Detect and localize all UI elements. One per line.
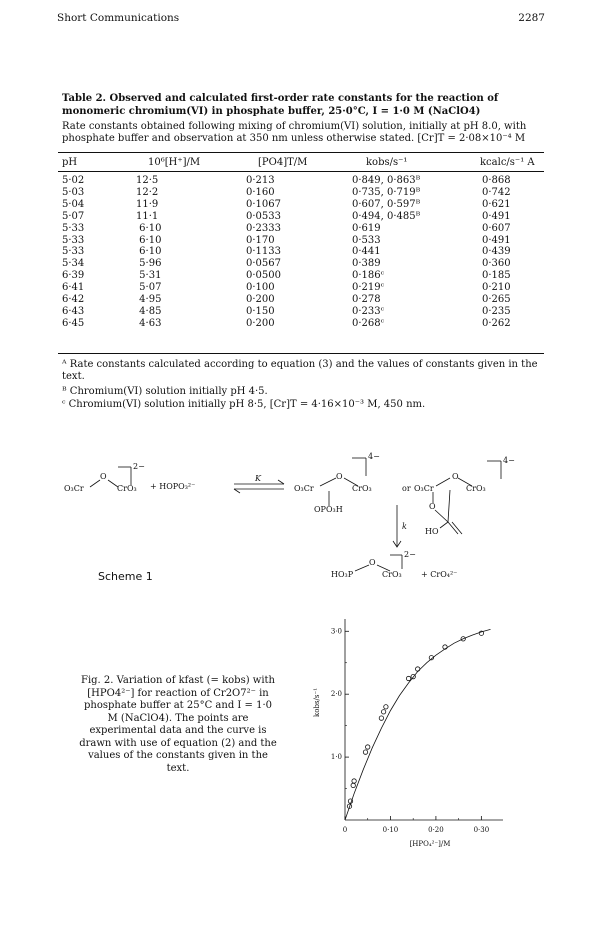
column-header-po4: [PO4]T/M — [258, 157, 308, 168]
bridge-o-product-label: O — [369, 558, 376, 567]
cro3-product-label: CrO₃ — [382, 570, 402, 579]
data-point — [381, 710, 385, 714]
x-tick-label: 0·30 — [473, 826, 490, 834]
opo3h-label: OPO₃H — [314, 505, 343, 514]
figure-2-chart — [300, 612, 520, 872]
footnote-c: ᶜ Chromium(VI) solution initially pH 8·5, [Cr]T = 4·16×10⁻³ M, 450 nm. — [62, 399, 426, 410]
charge-4-right-label: 4− — [503, 456, 515, 465]
or-label: or — [402, 484, 411, 493]
charge-2-product-label: 2− — [404, 550, 416, 559]
fit-curve — [345, 629, 491, 820]
data-point — [384, 705, 388, 709]
chart-ticks — [313, 627, 489, 848]
plus-hopo3-label: + HOPO₃²⁻ — [150, 482, 196, 491]
column-header-ph: pH — [62, 157, 78, 168]
bridge-o-right-label: O — [452, 472, 459, 481]
footnote-b: ᴮ Chromium(VI) solution initially pH 4·5. — [62, 386, 268, 397]
y-axis-label: kobs/s⁻¹ — [313, 688, 321, 717]
charge-4-middle-label: 4− — [368, 452, 380, 461]
x-axis-label: [HPO₄²⁻]/M — [409, 840, 451, 848]
o3cr-right-label: O₃Cr — [414, 484, 434, 493]
page-number: 2287 — [518, 12, 545, 24]
data-point — [363, 750, 367, 754]
y-tick-label: 2·0 — [330, 690, 342, 699]
figure-caption: Fig. 2. Variation of kfast (= kobs) with [HPO4²⁻] for reaction of Cr2O7²⁻ in phosphate buffer at 25°C and I = 1·0 M (NaClO4). The points are experimental data and the curve is drawn with use of equation (2) and the values of the constants given in the text. — [79, 675, 277, 774]
column-header-kcalc: kcalc/s⁻¹ A — [480, 157, 535, 168]
ho3p-label: HO₃P — [331, 570, 354, 579]
data-point — [351, 783, 355, 787]
scheme-label: Scheme 1 — [98, 570, 153, 583]
column-h-values: 12·5 12·2 11·9 11·1 6·10 6·10 6·10 5·96 5·31 5·07 4·95 4·85 4·63 — [136, 175, 162, 329]
bridge-o-middle-label: O — [336, 472, 343, 481]
cro3-right-label: CrO₃ — [466, 484, 486, 493]
footnote-a: ᴬ Rate constants calculated according to equation (3) and the values of constants given in the text. — [62, 359, 538, 382]
x-tick-label: 0 — [342, 826, 348, 834]
y-tick-label: 1·0 — [330, 753, 342, 762]
o3cr-left-label: O₃Cr — [64, 484, 84, 493]
k-rate-label: k — [402, 522, 407, 531]
column-header-kobs: kobs/s⁻¹ — [366, 157, 408, 168]
data-points — [347, 631, 483, 808]
y-tick-label: 3·0 — [330, 627, 342, 636]
charge-2-left-label: 2− — [133, 462, 145, 471]
data-point — [379, 716, 383, 720]
column-header-h: 10⁶[H⁺]/M — [148, 157, 201, 168]
x-tick-label: 0·10 — [382, 826, 399, 834]
ho-label: HO — [425, 527, 439, 536]
data-point — [406, 676, 410, 680]
column-kobs-values: 0·849, 0·863ᴮ 0·735, 0·719ᴮ 0·607, 0·597ᴮ 0·494, 0·485ᴮ 0·619 0·533 0·441 0·389 0·186ᶜ 0·219ᶜ 0·278 0·233ᶜ 0·268ᶜ — [352, 175, 421, 329]
column-po4-values: 0·213 0·160 0·1067 0·0533 0·2333 0·170 0·1133 0·0567 0·0500 0·100 0·200 0·150 0·200 — [246, 175, 281, 329]
data-point — [352, 779, 356, 783]
data-point — [348, 799, 352, 803]
running-header-title: Short Communications — [57, 12, 180, 24]
o3cr-middle-label: O₃Cr — [294, 484, 314, 493]
cro3-left-label: CrO₃ — [117, 484, 137, 493]
chart-axes — [345, 619, 503, 820]
ring-o-label: O — [429, 502, 436, 511]
data-point — [416, 667, 420, 671]
data-point — [366, 745, 370, 749]
cro3-middle-label: CrO₃ — [352, 484, 372, 493]
column-ph-values: 5·02 5·03 5·04 5·07 5·33 5·33 5·33 5·34 6·39 6·41 6·42 6·43 6·45 — [62, 175, 85, 329]
column-kcalc-values: 0·868 0·742 0·621 0·491 0·607 0·491 0·439 0·360 0·185 0·210 0·265 0·235 0·262 — [482, 175, 511, 329]
table-caption: Table 2. Observed and calculated first-order rate constants for the reaction of monomeric chromium(VI) in phosphate buffer, 25·0°C, I = 1·0 M (NaClO4) — [62, 93, 499, 117]
plus-cro4-label: + CrO₄²⁻ — [421, 570, 458, 579]
bridge-o-left-label: O — [100, 472, 107, 481]
x-tick-label: 0·20 — [428, 826, 444, 834]
k-equilibrium-label: K — [255, 474, 261, 483]
table-note: Rate constants obtained following mixing of chromium(VI) solution, initially at pH 8.0, with phosphate buffer and observation at 350 nm unless otherwise stated. [Cr]T = 2·08×10⁻⁴ M — [62, 121, 527, 144]
